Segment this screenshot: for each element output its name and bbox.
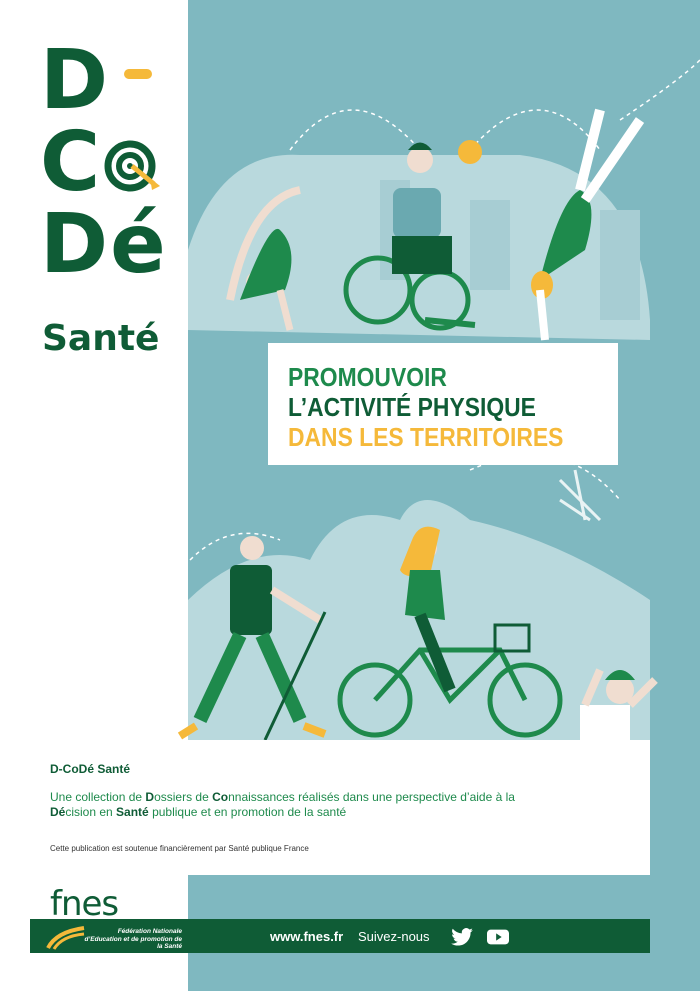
- dashed-arc: [470, 110, 600, 150]
- fnes-subtitle: Fédération Nationale d’Education et de promotion de la Santé: [84, 928, 182, 950]
- dashed-arc: [290, 110, 420, 150]
- website-link[interactable]: www.fnes.fr: [270, 929, 344, 944]
- youtube-icon[interactable]: [487, 928, 509, 946]
- info-box: [30, 740, 650, 875]
- info-heading: D-CoDé Santé: [50, 762, 131, 776]
- dashed-arc: [620, 60, 700, 120]
- title-box: [268, 343, 618, 465]
- logo-sante-word: Santé: [42, 318, 160, 359]
- fnes-logo[interactable]: [46, 884, 180, 954]
- fnes-swoosh-icon: [46, 924, 86, 950]
- target-icon: [104, 136, 164, 196]
- title-line-1: PROMOUVOIR: [288, 362, 447, 392]
- fnes-wordmark: fnes: [50, 884, 119, 924]
- title-line-3: DANS LES TERRITOIRES: [288, 422, 564, 452]
- logo-line-3: Dé: [40, 197, 168, 292]
- building-shape: [470, 200, 510, 290]
- follow-label: Suivez-nous: [358, 929, 430, 944]
- building-shape: [600, 210, 640, 320]
- palm-leaf: [560, 470, 600, 520]
- funding-note: Cette publication est soutenue financièrement par Santé publique France: [50, 844, 309, 853]
- logo-line-2: C: [40, 122, 190, 204]
- logo-line-1: D: [40, 40, 190, 122]
- title-line-2: L’ACTIVITÉ PHYSIQUE: [288, 392, 536, 422]
- dcode-logo: [40, 33, 190, 292]
- info-description: Une collection de Dossiers de Connaissances réalisés dans une perspective d’aide à la Décision en Santé publique et en promotion de la santé: [50, 790, 515, 819]
- twitter-icon[interactable]: [451, 928, 473, 946]
